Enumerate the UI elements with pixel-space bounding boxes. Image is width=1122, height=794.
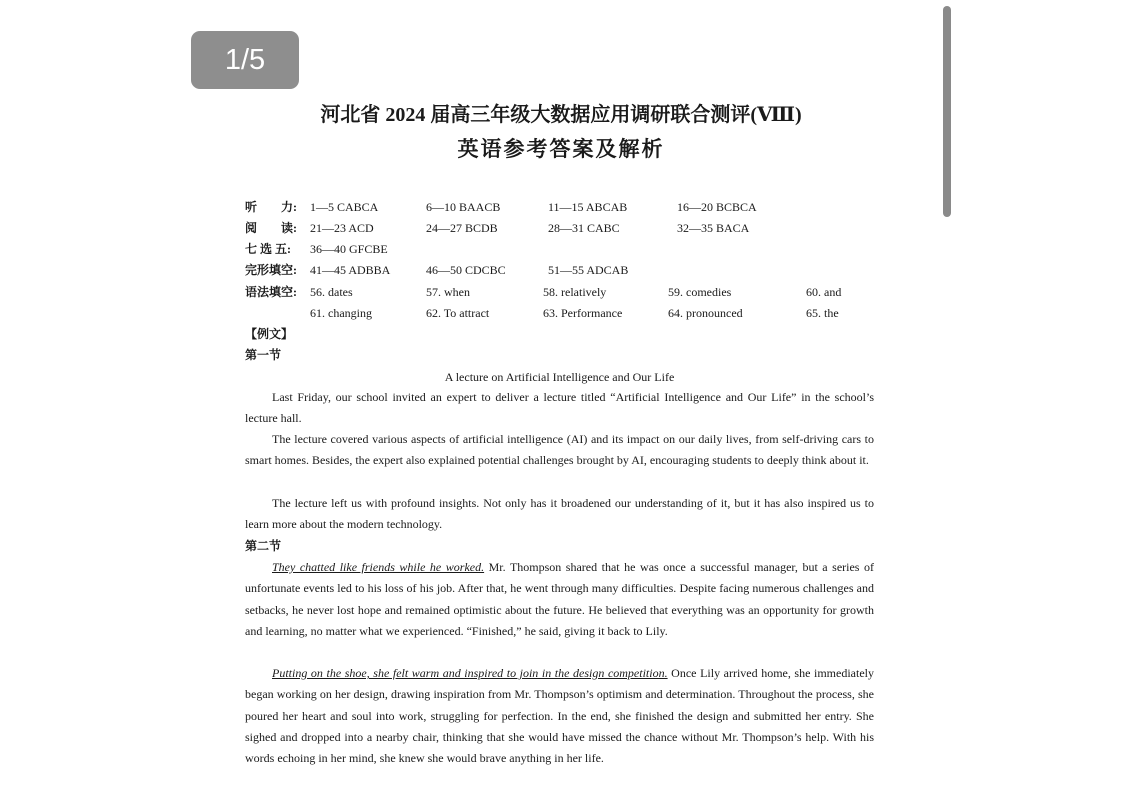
document-title: 河北省 2024 届高三年级大数据应用调研联合测评(Ⅷ) bbox=[320, 104, 802, 126]
answer-label-listening: 听 力: bbox=[245, 200, 297, 214]
answer-item: 24—27 BCDB bbox=[426, 221, 498, 235]
section-heading-2: 第二节 bbox=[245, 539, 282, 553]
answer-item: 28—31 CABC bbox=[548, 221, 620, 235]
answer-label-grammar: 语法填空: bbox=[245, 285, 297, 299]
paragraph bbox=[245, 663, 874, 769]
section-heading-1: 第一节 bbox=[245, 348, 282, 362]
underlined-lead-sentence: Putting on the shoe, she felt warm and inspired to join in the design competition. bbox=[272, 666, 668, 680]
essay-title: A lecture on Artificial Intelligence and Our Life bbox=[444, 370, 675, 384]
answer-item: 32—35 BACA bbox=[677, 221, 750, 235]
answer-item: 58. relatively bbox=[543, 285, 607, 299]
answer-item: 41—45 ADBBA bbox=[310, 263, 391, 277]
answer-label-seven-choose-five: 七 选 五: bbox=[245, 242, 291, 256]
answer-item: 60. and bbox=[806, 285, 842, 299]
paragraph bbox=[245, 557, 874, 642]
page-indicator: 1/5 bbox=[191, 31, 299, 89]
paragraph: Last Friday, our school invited an expert to deliver a lecture titled “Artificial Intelligence and Our Life” in the school’s lecture hall. bbox=[245, 390, 874, 426]
answer-item: 11—15 ABCAB bbox=[548, 200, 628, 214]
answer-item: 57. when bbox=[426, 285, 470, 299]
answer-item: 46—50 CDCBC bbox=[426, 263, 506, 277]
answer-item: 36—40 GFCBE bbox=[310, 242, 388, 256]
underlined-lead-sentence: They chatted like friends while he worked. bbox=[272, 560, 485, 574]
paragraph: The lecture left us with profound insights. Not only has it broadened our understanding of it, but it has also inspired us to learn more about the modern technology. bbox=[245, 496, 874, 532]
answer-label-cloze: 完形填空: bbox=[245, 263, 297, 277]
answer-item: 61. changing bbox=[310, 306, 372, 320]
answer-item: 59. comedies bbox=[668, 285, 732, 299]
paragraph-text: Once Lily arrived home, she immediately began working on her design, drawing inspiration from Mr. Thompson’s optimism and determination. Throughout the process, she poured her heart and soul into work, struggling for perfection. In the end, she finished the design and submitted her entry. She sighed and dropped into a nearby chair, thinking that she would have missed the chance without Mr. Thompson’s help. With his words echoing in her mind, she knew she would brave anything in her life. bbox=[245, 666, 874, 766]
paragraph: The lecture covered various aspects of artificial intelligence (AI) and its impact on our daily lives, from self-driving cars to smart homes. Besides, the expert also explained potential challenges brought by AI, encouraging students to deeply think about it. bbox=[245, 432, 874, 468]
answer-item: 21—23 ACD bbox=[310, 221, 374, 235]
paragraph-text: Mr. Thompson shared that he was once a successful manager, but a series of unfortunate events led to his loss of his job. After that, he went through many difficulties. Despite facing numerous challenges and setbacks, he never lost hope and remained optimistic about the future. He believed that everything was an opportunity for growth and learning, no matter what we experienced. “Finished,” he said, giving it back to Lily. bbox=[245, 560, 874, 638]
answer-label-reading: 阅 读: bbox=[245, 221, 297, 235]
answer-item: 56. dates bbox=[310, 285, 353, 299]
answer-item: 51—55 ADCAB bbox=[548, 263, 629, 277]
answer-item: 65. the bbox=[806, 306, 839, 320]
answer-item: 16—20 BCBCA bbox=[677, 200, 757, 214]
answer-item: 64. pronounced bbox=[668, 306, 743, 320]
document-subtitle: 英语参考答案及解析 bbox=[457, 137, 665, 161]
answer-item: 62. To attract bbox=[426, 306, 490, 320]
example-label: 【例文】 bbox=[245, 327, 294, 341]
answer-item: 63. Performance bbox=[543, 306, 623, 320]
answer-item: 1—5 CABCA bbox=[310, 200, 379, 214]
answer-item: 6—10 BAACB bbox=[426, 200, 501, 214]
